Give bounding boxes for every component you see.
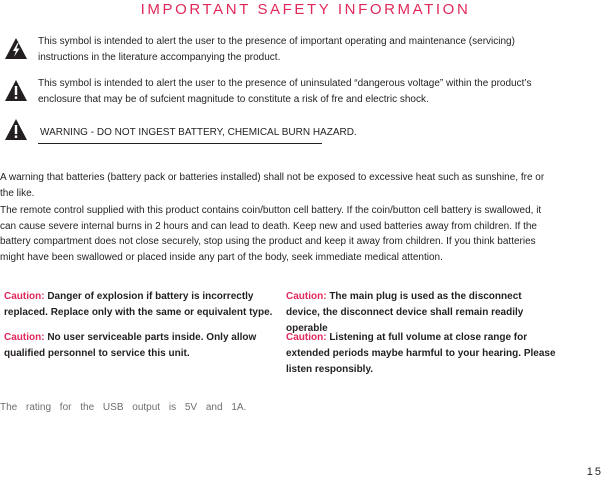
warning-underline — [38, 143, 322, 144]
caution-label: Caution: — [286, 291, 327, 302]
caution-label: Caution: — [4, 291, 45, 302]
symbol-description: This symbol is intended to alert the user to the presence of important operating and maintenance (servicing) instructions in the literature accompanying the product. — [38, 36, 515, 63]
caution-block — [4, 289, 274, 321]
battery-heat-warning: A warning that batteries (battery pack or batteries installed) shall not be exposed to excessive heat such as sunshine, fre or the like. — [0, 172, 545, 199]
battery-warning: WARNING - DO NOT INGEST BATTERY, CHEMICAL BURN HAZARD. — [40, 127, 357, 138]
usb-rating: The rating for the USB output is 5V and 1A. — [0, 402, 247, 413]
coin-battery-warning: The remote control supplied with this product contains coin/button cell battery. If the coin/button cell battery is swallowed, it can cause severe internal burns in 2 hours and can lead to death. Keep new and used batteries away from children. If the battery compartment does not close securely, stop using the product and keep it away from children. If you think batteries might have been swallowed or placed inside any part of the body, seek immediate medical attention. — [0, 205, 542, 263]
symbol-description: This symbol is intended to alert the user to the presence of uninsulated “dangerous voltage” within the product’s enclosure that may be of sufcient magnitude to constitute a risk of fre and electric shock. — [38, 78, 532, 105]
caution-block — [4, 330, 274, 362]
exclamation-warning-icon — [4, 79, 28, 102]
caution-text: Danger of explosion if battery is incorrectly replaced. Replace only with the same or equivalent type. — [4, 291, 273, 318]
lightning-warning-icon — [4, 37, 28, 60]
exclamation-warning-icon — [4, 118, 28, 141]
caution-text: No user serviceable parts inside. Only allow qualified personnel to service this unit. — [4, 332, 257, 359]
caution-block — [286, 330, 558, 378]
page-title: IMPORTANT SAFETY INFORMATION — [140, 1, 471, 18]
caution-text: Listening at full volume at close range for extended periods maybe harmful to your hearing. Please listen responsibly. — [286, 332, 556, 375]
page-number: 15 — [586, 466, 603, 478]
caution-label: Caution: — [286, 332, 327, 343]
caution-text: The main plug is used as the disconnect device, the disconnect device shall remain readily operable — [286, 291, 524, 334]
caution-label: Caution: — [4, 332, 45, 343]
